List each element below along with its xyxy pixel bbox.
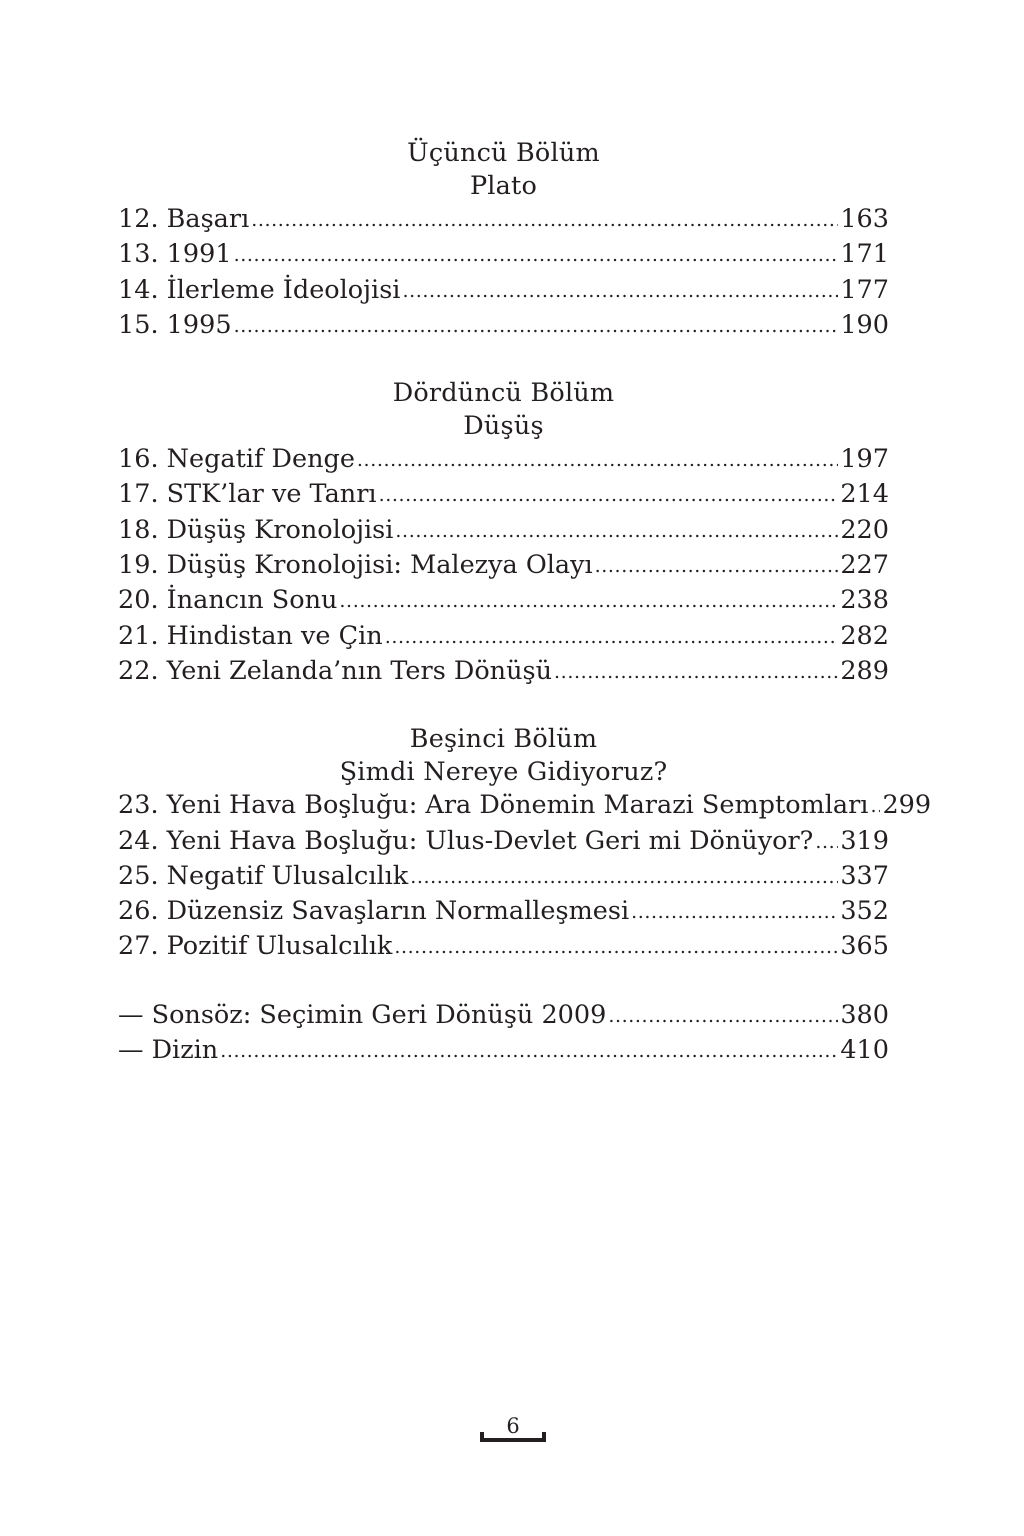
toc-entry-title: 24. Yeni Hava Boşluğu: Ulus-Devlet Geri mi Dönüyor? [118, 825, 814, 856]
toc-entry[interactable] [118, 655, 889, 690]
dot-leader [220, 1035, 838, 1068]
toc-entry-title: 26. Düzensiz Savaşların Normalleşmesi [118, 896, 630, 927]
toc-section-3 [118, 137, 889, 344]
dot-leader [815, 826, 838, 859]
section-title-heading: Şimdi Nereye Gidiyoruz? [339, 757, 668, 788]
dot-leader [402, 275, 838, 308]
toc-entry-title: 14. İlerleme İdeolojisi [118, 274, 401, 305]
dot-leader [339, 585, 838, 618]
toc-entry-page: 337 [840, 860, 889, 891]
toc-entry-title: 19. Düşüş Kronolojisi: Malezya Olayı [118, 550, 593, 581]
toc-entry[interactable] [118, 860, 889, 895]
toc-entry[interactable] [118, 895, 889, 930]
section-part-heading: Beşinci Bölüm [409, 724, 598, 755]
toc-entry[interactable] [118, 620, 889, 655]
toc-entry-page: 410 [840, 1035, 889, 1066]
dot-leader [595, 550, 839, 583]
toc-entry-page: 163 [840, 204, 889, 234]
toc-entry[interactable] [118, 789, 932, 824]
toc-entry-page: 190 [840, 309, 889, 340]
toc-entry-title: — Sonsöz: Seçimin Geri Dönüşü 2009 [118, 999, 607, 1030]
toc-entry-title: 20. İnancın Sonu [118, 585, 338, 616]
toc-entry[interactable] [118, 443, 889, 478]
toc-entry-page: 197 [840, 444, 889, 475]
page-number-rule-tick [480, 1432, 484, 1442]
toc-entry-page: 171 [840, 239, 889, 270]
toc-entry[interactable] [118, 584, 889, 619]
section-part-heading: Dördüncü Bölüm [392, 378, 615, 409]
toc-entry-title: 25. Negatif Ulusalcılık [118, 860, 409, 891]
toc-entry[interactable] [118, 309, 889, 344]
toc-entry[interactable] [118, 930, 889, 965]
dot-leader [251, 204, 838, 237]
toc-entry[interactable] [118, 514, 889, 549]
dot-leader [357, 444, 838, 477]
toc-entry[interactable] [118, 238, 889, 273]
toc-entry-page: 299 [882, 790, 932, 821]
toc-entry-title: 16. Negatif Denge [118, 444, 355, 475]
toc-entry-page: 177 [840, 274, 889, 305]
toc-entry-title: 21. Hindistan ve Çin [118, 620, 383, 651]
page-number [480, 1412, 546, 1442]
toc-entry-page: 289 [840, 655, 889, 686]
toc-entry[interactable] [118, 274, 889, 309]
toc-entry[interactable] [118, 999, 889, 1034]
dot-leader [234, 310, 839, 343]
dot-leader [410, 861, 838, 894]
section-part-heading: Üçüncü Bölüm [407, 138, 600, 168]
toc-entry[interactable] [118, 478, 889, 513]
toc-entry[interactable] [118, 549, 889, 584]
section-title-heading: Düşüş [463, 411, 544, 442]
toc-entry-title: 22. Yeni Zelanda’nın Ters Dönüşü [118, 655, 553, 686]
toc-entry-title: 23. Yeni Hava Boşluğu: Ara Dönemin Marazi Semptomları [118, 790, 869, 821]
dot-leader [394, 931, 838, 964]
toc-entry-title: 13. 1991 [118, 239, 232, 270]
toc-entry-page: 380 [840, 999, 889, 1030]
dot-leader [554, 656, 838, 689]
toc-entry-page: 352 [840, 896, 889, 927]
toc-entry-title: 15. 1995 [118, 309, 232, 340]
section-title-heading: Plato [469, 171, 538, 201]
dot-leader [631, 896, 838, 929]
toc-entry[interactable] [118, 1034, 889, 1069]
toc-entry-page: 227 [840, 550, 889, 581]
page-number-text: 6 [506, 1414, 520, 1438]
toc-entry-title: — Dizin [118, 1035, 219, 1066]
dot-leader [385, 621, 839, 654]
toc-entry-title: 17. STK’lar ve Tanrı [118, 479, 377, 510]
dot-leader [234, 239, 839, 272]
dot-leader [395, 515, 838, 548]
dot-leader [870, 790, 880, 823]
toc-entry-page: 214 [840, 479, 889, 510]
toc-backmatter [118, 999, 889, 1070]
dot-leader [379, 479, 839, 512]
toc-entry-title: 27. Pozitif Ulusalcılık [118, 931, 393, 962]
toc-entry-page: 220 [840, 514, 889, 545]
page-number-rule-tick [542, 1432, 546, 1442]
table-of-contents [118, 137, 932, 1069]
toc-entry-title: 18. Düşüş Kronolojisi [118, 514, 394, 545]
toc-entry-page: 365 [840, 931, 889, 962]
toc-entry[interactable] [118, 203, 889, 238]
toc-entry-page: 282 [840, 620, 889, 651]
toc-entry-page: 238 [840, 585, 889, 616]
toc-entry-title: 12. Başarı [118, 204, 250, 234]
toc-section-5 [118, 723, 932, 965]
dot-leader [608, 1000, 838, 1033]
toc-entry[interactable] [118, 825, 889, 860]
toc-entry-page: 319 [840, 825, 889, 856]
toc-section-4 [118, 377, 889, 690]
page-number-rule [480, 1438, 546, 1442]
